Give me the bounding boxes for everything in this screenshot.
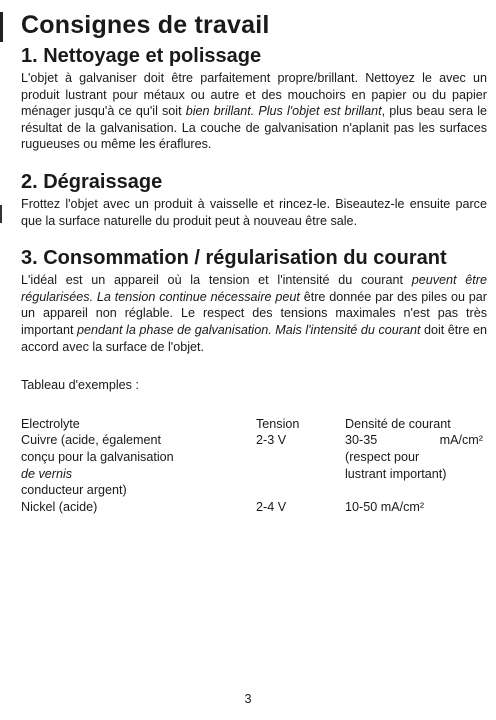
document-page bbox=[21, 10, 487, 515]
examples-table bbox=[21, 416, 489, 516]
cell-tension-copper: 2-3 V bbox=[256, 433, 287, 448]
cell-line-emphasis bbox=[21, 466, 256, 483]
section-3-text-c: doit être en accord avec la surface de l'objet. bbox=[21, 322, 487, 354]
cell-electrolyte-copper bbox=[21, 432, 256, 498]
section-1-text-b: , plus beau sera le résultat de la galvanisation. La couche de galvanisation n'aplanit pas les surfaces rugueuses ou même les éraflures. bbox=[21, 104, 488, 152]
cell-tension-nickel: 2-4 V bbox=[256, 499, 287, 514]
table-header-row bbox=[21, 416, 489, 433]
cell-electrolyte-nickel: Nickel (acide) bbox=[21, 499, 98, 514]
page-edge-mark bbox=[0, 12, 3, 42]
cell-line bbox=[345, 432, 483, 449]
cell-line: Cuivre (acide, également bbox=[21, 433, 162, 448]
header-tension: Tension bbox=[256, 416, 300, 431]
section-2-paragraph: Frottez l'objet avec un produit à vaisselle et rincez-le. Biseautez-le ensuite parce que la surface naturelle du produit peut à nouveau être sale. bbox=[21, 196, 487, 228]
section-3-paragraph bbox=[21, 272, 487, 355]
section-1-paragraph bbox=[21, 70, 487, 153]
cell-line: conçu pour la galvanisation bbox=[21, 449, 174, 464]
header-current-density: Densité de courant bbox=[345, 416, 451, 431]
section-1-text-a: L'objet à galvaniser doit être parfaitement propre/brillant. Nettoyez le avec un produit lustrant pour métaux ou autre et des mouchoirs en papier ou du papier ménager jusqu'à ce qu'il soit bbox=[21, 71, 487, 119]
cell-emphasis: de vernis bbox=[21, 466, 73, 481]
section-1-emphasis: bien brillant. Plus l'objet est brillant bbox=[185, 104, 382, 119]
cell-density-nickel: 10-50 mA/cm² bbox=[345, 499, 425, 514]
page-title: Consignes de travail bbox=[21, 11, 270, 39]
section-3-text-b: être donnée par des piles ou par un appareil non réglable. Le respect des tensions maximales n'est pas très important bbox=[21, 289, 487, 337]
section-3-heading: 3. Consommation / régularisation du courant bbox=[21, 247, 447, 270]
table-intro: Tableau d'exemples : bbox=[21, 378, 139, 393]
section-2-heading: 2. Dégraissage bbox=[21, 170, 163, 193]
section-3-emphasis-1: peuvent être régularisées. La tension continue nécessaire peut bbox=[21, 273, 487, 304]
cell-line: lustrant important) bbox=[345, 466, 447, 481]
density-value: 30-35 bbox=[345, 433, 378, 448]
table-row bbox=[21, 432, 489, 498]
page-number: 3 bbox=[244, 692, 252, 706]
section-3-emphasis-2: pendant la phase de galvanisation. Mais l'intensité du courant bbox=[77, 322, 421, 337]
header-electrolyte: Electrolyte bbox=[21, 416, 80, 431]
cell-line: (respect pour bbox=[345, 449, 420, 464]
section-3-text-a: L'idéal est un appareil où la tension et l'intensité du courant bbox=[21, 273, 412, 288]
cell-density-copper bbox=[345, 432, 489, 498]
page-edge-mark-lower bbox=[0, 205, 2, 223]
cell-line: conducteur argent) bbox=[21, 483, 127, 498]
table-row bbox=[21, 499, 489, 516]
density-unit: mA/cm² bbox=[439, 433, 483, 448]
section-1-heading: 1. Nettoyage et polissage bbox=[21, 45, 262, 67]
